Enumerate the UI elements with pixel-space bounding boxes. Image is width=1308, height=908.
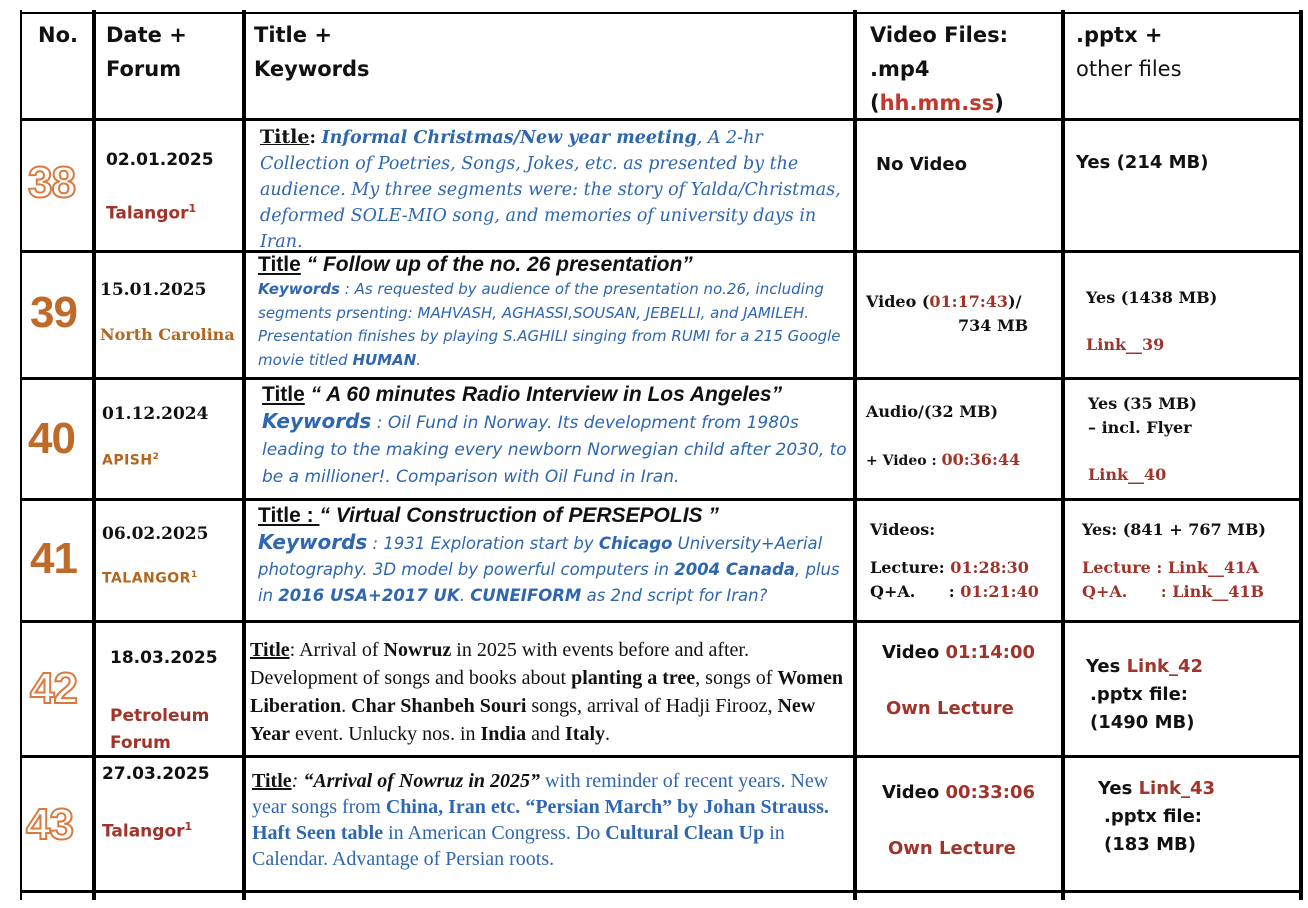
row-number: 41: [30, 534, 77, 583]
row-forum: Talangor$^1$: [106, 202, 197, 224]
row-pptx: Yes: (841 + 767 MB): [1082, 520, 1266, 539]
header-date-forum: [106, 18, 187, 86]
header-forum-line: Forum: [106, 57, 182, 81]
row-pptx-file: .pptx file:: [1104, 806, 1203, 827]
row-date: 02.01.2025: [106, 150, 214, 170]
row-forum: APISH$^2$: [102, 452, 160, 469]
row-title: Title: Informal Christmas/New year meeting, A 2-hr Collection of Poetries, Songs, Jokes, etc. as presented by the audience. My three segments were: the story of Yalda/Christmas, deformed SOLE-MIO song, and memories of university days in Iran.: [260, 126, 841, 252]
row-link[interactable]: Link__40: [1088, 465, 1167, 484]
row-title: Title : “ Virtual Construction of PERSEPOLIS ” Keywords : 1931 Exploration start by Chicago University+Aerial photography. 3D model by powerful computers in 2004 Canada, plus in 2016 USA+2017 UK. CUNEIFORM as 2nd script for Iran?: [258, 504, 840, 605]
header-video-files: [870, 18, 1008, 120]
header-date-line: Date +: [106, 23, 187, 47]
col-divider: [242, 10, 246, 900]
row-video: No Video: [876, 154, 967, 175]
row-divider: [20, 498, 1303, 501]
header-pptx-line: .pptx +: [1076, 23, 1163, 47]
row-pptx: Yes (1438 MB): [1086, 288, 1218, 307]
row-divider: [20, 118, 1303, 121]
row-number: 42: [30, 664, 77, 713]
row-own-lecture: Own Lecture: [886, 698, 1014, 719]
row-title: Title: “Arrival of Nowruz in 2025” with reminder of recent years. New year songs from China, Iran etc. “Persian March” by Johan Strauss. Haft Seen table in American Congress. Do Cultural Clean Up in Calendar. Advantage of Persian roots.: [252, 770, 829, 870]
header-time-format: (hh.mm.ss): [870, 91, 1004, 115]
row-video-lecture: Lecture: 01:28:30: [870, 558, 1029, 577]
row-title: Title: Arrival of Nowruz in 2025 with events before and after. Development of songs and books about planting a tree, songs of Women Liberation. Char Shanbeh Souri songs, arrival of Hadji Firooz, New Year event. Unlucky nos. in India and Italy.: [250, 639, 843, 745]
row-date: 27.03.2025: [102, 764, 210, 784]
row-number: 40: [28, 414, 75, 463]
row-link-qa[interactable]: Q+A. : Link__41B: [1082, 582, 1265, 601]
row-date: 06.02.2025: [102, 524, 209, 544]
header-keywords-line: Keywords: [254, 57, 370, 81]
row-pptx-size: (1490 MB): [1090, 712, 1195, 733]
row-video-size: 734 MB: [958, 316, 1029, 335]
row-divider: [20, 755, 1303, 758]
row-video: Video (01:17:43)/: [866, 292, 1022, 311]
row-date: 15.01.2025: [100, 280, 207, 300]
header-video-line: Video Files:: [870, 23, 1008, 47]
row-divider: [20, 890, 1303, 893]
col-divider: [20, 10, 22, 900]
row-pptx: Yes (35 MB): [1088, 394, 1197, 413]
row-forum: Talangor$^1$: [102, 820, 193, 842]
row-number: 43: [26, 800, 73, 849]
header-mp4-line: .mp4: [870, 57, 930, 81]
row-number: 38: [28, 158, 75, 207]
row-pptx: Yes Link_42: [1086, 656, 1204, 677]
row-link[interactable]: Link_43: [1138, 778, 1216, 799]
header-other-files-line: other files: [1076, 57, 1182, 81]
row-video: + Video : 00:36:44: [866, 450, 1021, 469]
row-video: Video 00:33:06: [882, 782, 1036, 803]
col-divider: [92, 10, 96, 900]
row-video-qa: Q+A. : 01:21:40: [870, 582, 1039, 601]
row-title: Title “ Follow up of the no. 26 presentation” Keywords : As requested by audience of the presentation no.26, including segments prsenting: MAHVASH, AGHASSI,SOUSAN, JEBELLI, and JAMILEH. Presentation finishes by playing S.AGHILI singing from RUMI for a 215 Google movie titled HUMAN.: [258, 253, 841, 369]
row-title: Title “ A 60 minutes Radio Interview in Los Angeles” Keywords : Oil Fund in Norway. Its development from 1980s leading to the making every newborn Norwegian child after 2030, to be a millioner!. Comparison with Oil Fund in Iran.: [262, 383, 847, 487]
row-own-lecture: Own Lecture: [888, 838, 1016, 859]
row-forum: North Carolina: [100, 325, 235, 344]
row-divider: [20, 12, 1303, 14]
col-divider: [1299, 10, 1303, 900]
forum-line-1: Petroleum: [110, 706, 210, 726]
row-divider: [20, 620, 1303, 623]
row-date: 01.12.2024: [102, 404, 209, 424]
row-audio: Audio/(32 MB): [866, 402, 999, 421]
header-title-keywords: [254, 18, 370, 86]
row-date: 18.03.2025: [110, 648, 218, 668]
col-divider: [853, 10, 857, 900]
row-link[interactable]: Link__39: [1086, 335, 1165, 354]
row-forum: TALANGOR$^1$: [102, 570, 198, 587]
row-pptx-file: .pptx file:: [1090, 684, 1189, 705]
row-pptx-size: (183 MB): [1104, 834, 1196, 855]
header-pptx: [1076, 18, 1182, 86]
row-pptx-note: – incl. Flyer: [1088, 418, 1192, 437]
forum-line-2: Forum: [110, 733, 171, 753]
row-video: Video 01:14:00: [882, 642, 1036, 663]
row-pptx: Yes (214 MB): [1076, 152, 1209, 173]
col-divider: [1061, 10, 1065, 900]
header-no: No.: [38, 23, 78, 47]
row-link-lecture[interactable]: Lecture : Link__41A: [1082, 558, 1259, 577]
row-number: 39: [30, 288, 77, 337]
row-videos-label: Videos:: [870, 520, 936, 539]
row-pptx: Yes Link_43: [1098, 778, 1216, 799]
header-title-line: Title +: [254, 23, 332, 47]
row-divider: [20, 377, 1303, 380]
row-forum: [110, 703, 209, 757]
row-link[interactable]: Link_42: [1126, 656, 1204, 677]
